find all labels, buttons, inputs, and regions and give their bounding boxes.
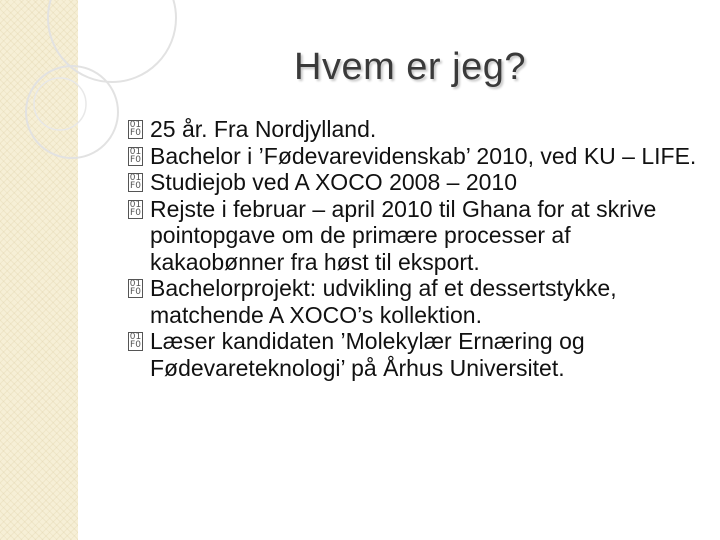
missing-glyph-box-icon: 01 F0 [129, 332, 142, 350]
bullet-item [128, 143, 708, 170]
bullet-text: Studiejob ved A XOCO 2008 – 2010 [150, 169, 517, 195]
bullet-item [128, 116, 708, 143]
missing-glyph-box-icon: 01 F0 [129, 146, 142, 165]
bullet-text: Bachelor i ’Fødevarevidenskab’ 2010, ved KU – LIFE. [150, 142, 697, 169]
bullet-item [128, 275, 708, 328]
bullet-text: 25 år. Fra Nordjylland. [150, 116, 377, 142]
missing-glyph-box-icon: 01 F0 [129, 199, 142, 218]
slide-title: Hvem er jeg? [294, 46, 526, 88]
missing-glyph-box-icon: 01 F0 [129, 120, 142, 138]
bullet-text: Bachelorprojekt: udvikling af et dessertstykke, matchende A XOCO’s kollektion. [150, 275, 617, 328]
missing-glyph-box-icon: 01 F0 [129, 173, 142, 191]
bullet-list [128, 116, 708, 381]
textured-side-band [0, 0, 78, 540]
bullet-item [128, 196, 708, 276]
missing-glyph-box-icon: 01 F0 [129, 279, 142, 297]
bullet-text: Rejste i februar – april 2010 til Ghana for at skrive pointopgave om de primære processer af kakaobønner fra høst til eksport. [150, 195, 657, 275]
bullet-item [128, 169, 708, 196]
bullet-item [128, 328, 708, 381]
bullet-text: Læser kandidaten ’Molekylær Ernæring og Fødevareteknologi’ på Århus Universitet. [150, 328, 585, 381]
